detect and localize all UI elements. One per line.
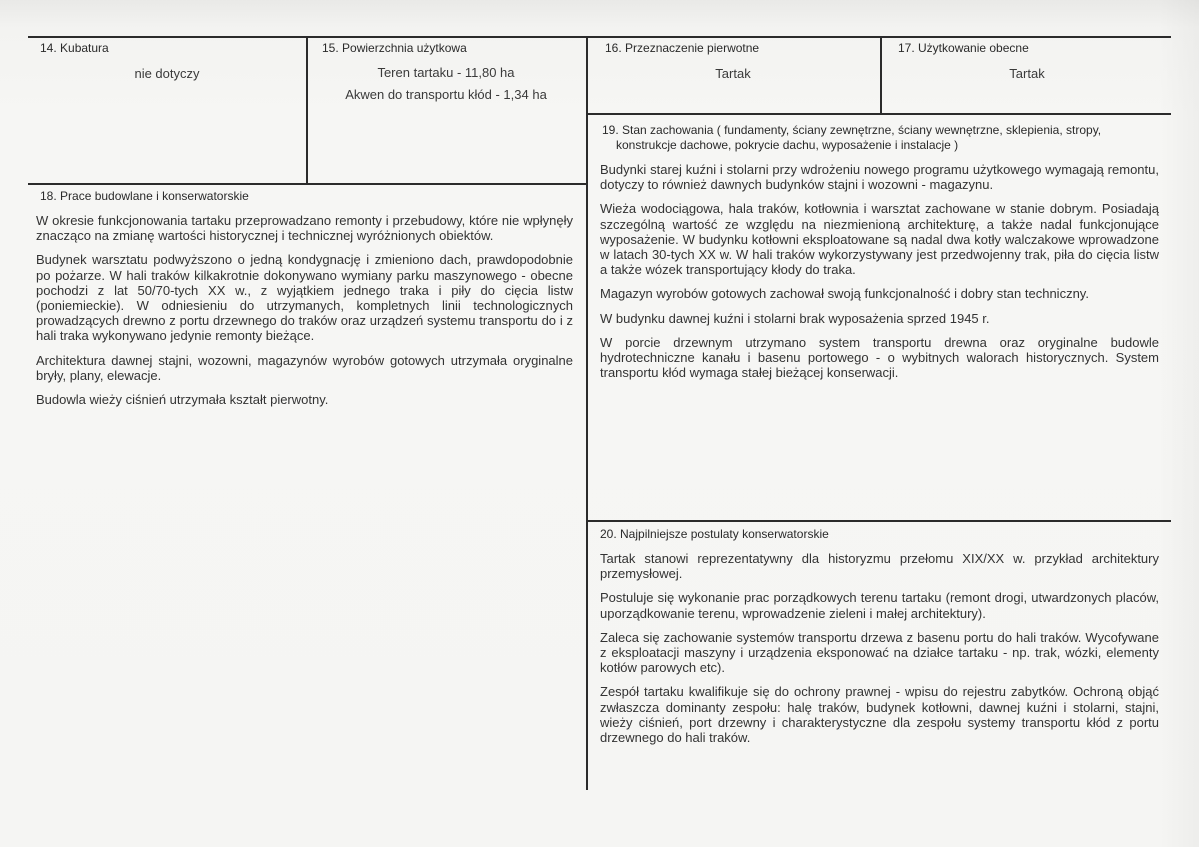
center-divider xyxy=(586,36,588,790)
postulaty-paragraph-4: Zespół tartaku kwalifikuje się do ochrony prawnej - wpisu do rejestru zabytków. Ochroną objąć zwłaszcza dominanty zespołu: halę traków, budynek kotłowni, dawnej kuźni i stolarni, stajni, wieży ciśnień, port drzewny i charakterystyczne dla zespołu systemy transportu kłód z portu drzewnego do hali traków. xyxy=(600,684,1159,746)
line-below-14-15 xyxy=(28,183,587,185)
stan-zachowania-text xyxy=(600,162,1159,389)
line-above-20 xyxy=(586,520,1171,522)
divider-14-15 xyxy=(306,36,308,184)
prace-paragraph-4: Budowla wieży ciśnień utrzymała kształt pierwotny. xyxy=(36,392,329,408)
prace-paragraph-2: Budynek warsztatu podwyższono o jedną kondygnację i zmieniono dach, prawdopodobnie po pożarze. W hali traków kilkakrotnie dokonywano wymiany parku maszynowego - obecne pochodzi z lat 50/70-tych XX w., z wyjątkiem jednego traka i piły do cięcia listw (poniemieckie). W odniesieniu do utrzymanych, kompletnych linii technologicznych prowadzących drewno z portu drzewnego do traków oraz urządzeń systemu transportu do i z hali traka wykonywano jedynie remonty bieżące. xyxy=(36,252,573,344)
postulaty-label: 20. Najpilniejsze postulaty konserwatorskie xyxy=(600,527,829,541)
stan-paragraph-4: W budynku dawnej kuźni i stolarni brak wyposażenia sprzed 1945 r. xyxy=(600,310,990,326)
powierzchnia-akwen: Akwen do transportu kłód - 1,34 ha xyxy=(345,87,547,102)
prace-budowlane-text xyxy=(36,213,573,416)
top-border-line xyxy=(28,36,1171,38)
uzytkowanie-value: Tartak xyxy=(1009,66,1045,81)
scan-edge-shade xyxy=(1159,0,1199,847)
powierzchnia-values xyxy=(310,62,582,106)
stan-paragraph-1: Budynki starej kuźni i stolarni przy wdrożeniu nowego programu użytkowego wymagają remontu, dotyczy to również dawnych budynków stajni i wozowni - magazynu. xyxy=(600,162,1159,193)
kubatura-label: 14. Kubatura xyxy=(40,41,109,55)
stan-paragraph-5: W porcie drzewnym utrzymano system transportu drewna oraz oryginalne budowle hydrotechniczne kanału i basenu portowego - o wybitnych walorach historycznych. System transportu kłód wymaga stałej bieżącej konserwacji. xyxy=(600,334,1159,381)
prace-paragraph-3: Architektura dawnej stajni, wozowni, magazynów wyrobów gotowych utrzymała oryginalne bryły, plany, elewacje. xyxy=(36,352,573,383)
powierzchnia-teren: Teren tartaku - 11,80 ha xyxy=(377,65,515,80)
przeznaczenie-value: Tartak xyxy=(715,66,751,81)
stan-paragraph-3: Magazyn wyrobów gotowych zachował swoją funkcjonalność i dobry stan techniczny. xyxy=(600,286,1089,302)
line-below-16-17 xyxy=(586,113,1171,115)
prace-budowlane-label: 18. Prace budowlane i konserwatorskie xyxy=(40,189,249,203)
stan-zachowania-label-line2: konstrukcje dachowe, pokrycie dachu, wyposażenie i instalacje ) xyxy=(616,137,959,152)
postulaty-text xyxy=(600,551,1159,754)
uzytkowanie-label: 17. Użytkowanie obecne xyxy=(898,41,1029,55)
postulaty-paragraph-2: Postuluje się wykonanie prac porządkowych terenu tartaku (remont drogi, utwardzonych placów, uporządkowanie terenu, wprowadzenie zieleni i małej architektury). xyxy=(600,590,1159,621)
przeznaczenie-label: 16. Przeznaczenie pierwotne xyxy=(605,41,760,55)
powierzchnia-label: 15. Powierzchnia użytkowa xyxy=(322,41,467,55)
kubatura-value: nie dotyczy xyxy=(134,66,200,81)
stan-paragraph-2: Wieża wodociągowa, hala traków, kotłownia i warsztat zachowane w stanie dobrym. Posiadają szczególną wartość ze względu na niezmienioną architekturę, a także nadal funkcjonujące wyposażenie. W budynku kotłowni eksploatowane są nadal dwa kotły walczakowe wprowadzone w latach 30-tych XX w. W hali traków wykorzystywany jest przedwojenny trak, piła do cięcia listw a także wózek transportujący kłody do traka. xyxy=(600,201,1159,278)
stan-zachowania-label xyxy=(602,123,1162,152)
postulaty-paragraph-1: Tartak stanowi reprezentatywny dla historyzmu przełomu XIX/XX w. przykład architektury przemysłowej. xyxy=(600,551,1159,582)
postulaty-paragraph-3: Zaleca się zachowanie systemów transportu drzewa z basenu portu do hali traków. Wycofywane z eksploatacji maszyny i urządzenia eksponować na działce tartaku - np. trak, wózki, elementy kotłów parowych etc). xyxy=(600,629,1159,676)
stan-zachowania-label-line1: 19. Stan zachowania ( fundamenty, ściany zewnętrzne, ściany wewnętrzne, sklepienia, stropy, xyxy=(602,123,1102,137)
prace-paragraph-1: W okresie funkcjonowania tartaku przeprowadzano remonty i przebudowy, które nie wpłynęły znacząco na zmianę wartości historycznej i technicznej wyróżnionych obiektów. xyxy=(36,213,573,244)
